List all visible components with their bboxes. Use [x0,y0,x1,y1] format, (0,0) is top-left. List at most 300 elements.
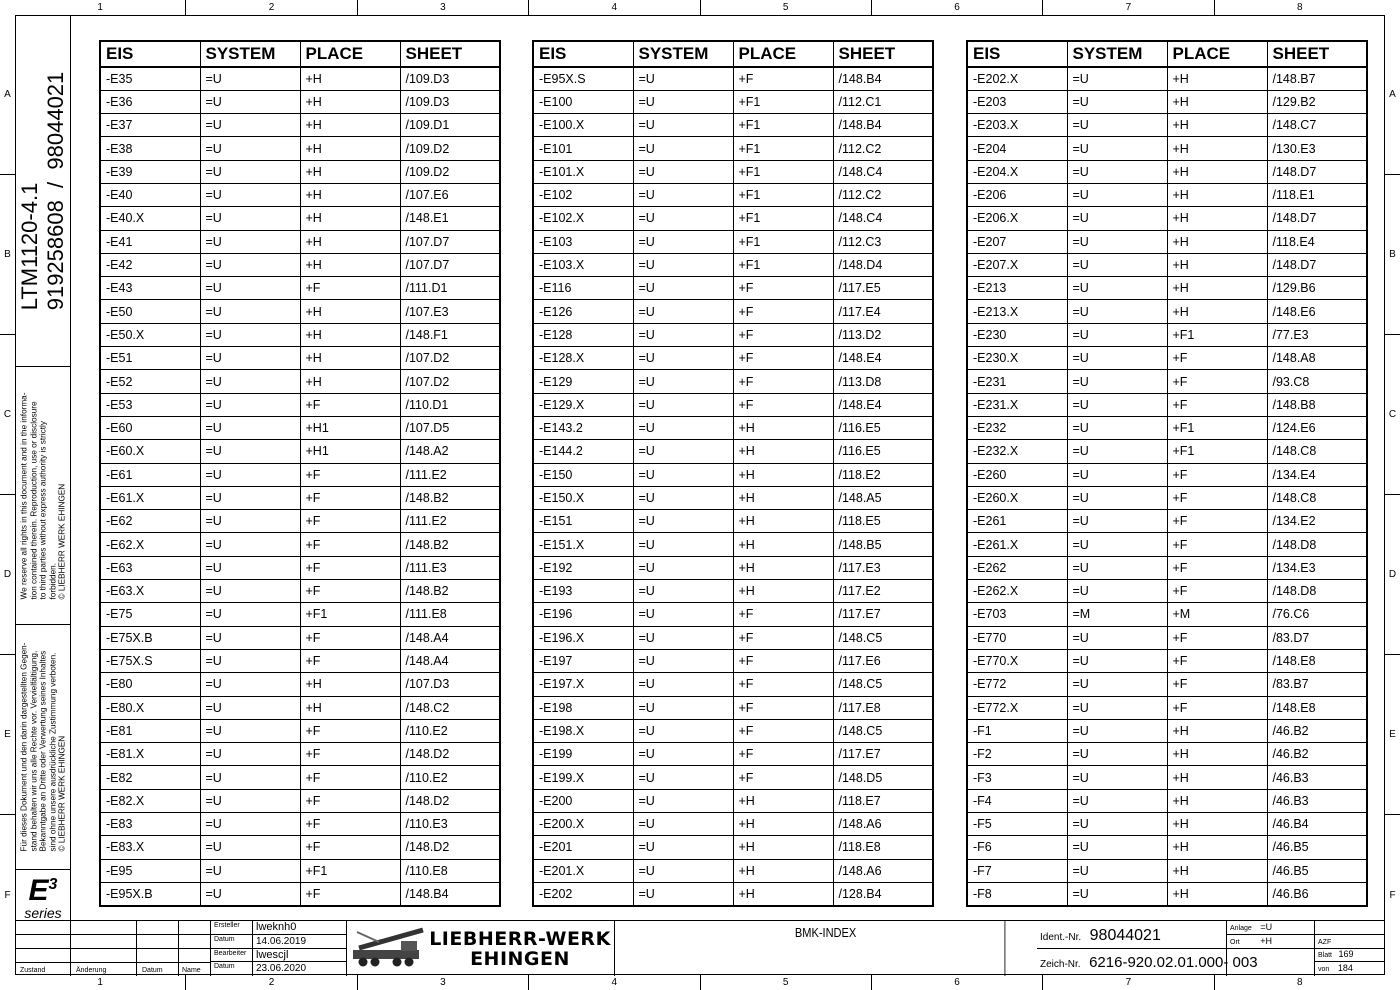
legal-line: Bekanntgabe an Dritte oder Verwertung seines Inhaltes [38,650,48,852]
cell-place: +H [1167,859,1267,882]
cell-eis: -E143.2 [533,416,633,439]
cell-sheet: /112.C2 [833,137,933,160]
cell-eis: -E201.X [533,859,633,882]
cell-sheet: /148.F1 [400,323,500,346]
cell-sheet: /110.E8 [400,859,500,882]
cell-eis: -E128.X [533,347,633,370]
cell-place: +H [733,556,833,579]
cell-place: +H [1167,67,1267,90]
table-row [967,230,1367,253]
cell-place: +F [733,626,833,649]
row-marker-a: A [1385,15,1400,175]
table-row [533,789,933,812]
cell-sheet: /148.A2 [400,440,500,463]
legal-line: © LIEBHERR WERK EHINGEN [57,735,67,852]
cell-sheet: /148.E4 [833,393,933,416]
revision-grid [15,921,211,976]
cell-sheet: /118.E2 [833,463,933,486]
cell-place: +F [300,813,400,836]
cell-sheet: /83.B7 [1267,673,1367,696]
cell-system: =U [1067,510,1167,533]
cell-eis: -E75X.B [100,626,200,649]
cell-place: +H [733,533,833,556]
table-row [967,137,1367,160]
cell-eis: -E128 [533,323,633,346]
legal-box-de [15,625,71,870]
table-row [100,440,500,463]
column-header-system: SYSTEM [1067,41,1167,67]
cell-system: =U [633,230,733,253]
cell-sheet: /118.E7 [833,789,933,812]
cell-eis: -F4 [967,789,1067,812]
table-row [100,300,500,323]
cell-place: +F1 [300,603,400,626]
cell-eis: -E95X.B [100,882,200,905]
cell-eis: -E151.X [533,533,633,556]
cell-system: =U [200,882,300,905]
ident-cell [1037,921,1227,949]
cell-eis: -E202.X [967,67,1067,90]
cell-eis: -E40.X [100,207,200,230]
table-row [533,207,933,230]
cell-eis: -E53 [100,393,200,416]
cell-sheet: /148.B2 [400,580,500,603]
table-row [967,626,1367,649]
legal-line: © LIEBHERR WERK EHINGEN [57,483,67,599]
cell-sheet: /107.E3 [400,300,500,323]
table-row [533,743,933,766]
cell-eis: -E770.X [967,649,1067,672]
cell-place: +H [300,253,400,276]
table-row [967,719,1367,742]
model-text [17,71,69,310]
column-marker-5: 5 [701,0,872,15]
table-row [967,277,1367,300]
cell-system: =U [633,323,733,346]
table-row [967,603,1367,626]
cell-place: +F [1167,393,1267,416]
cell-system: =U [1067,300,1167,323]
cell-sheet: /118.E5 [833,510,933,533]
cell-system: =U [1067,673,1167,696]
cell-sheet: /46.B5 [1267,859,1367,882]
cell-place: +F [1167,533,1267,556]
cell-sheet: /148.C4 [833,160,933,183]
column-header-eis: EIS [533,41,633,67]
cell-place: +H1 [300,416,400,439]
cell-eis: -E103 [533,230,633,253]
cell-place: +H [733,463,833,486]
table-row [967,510,1367,533]
cell-sheet: /148.A6 [833,813,933,836]
table-row [967,743,1367,766]
cell-sheet: /128.B4 [838,886,882,901]
table-row [967,533,1367,556]
cell-sheet: /93.C8 [1267,370,1367,393]
legal-notice-de [19,643,67,852]
legal-line: forbidden. [47,562,57,599]
cell-eis: -E196 [533,603,633,626]
cell-sheet: /148.B4 [833,114,933,137]
table-row [100,370,500,393]
cell-system: =U [200,370,300,393]
cell-eis: -E43 [100,277,200,300]
cell-eis: -E81 [100,719,200,742]
cell-eis: -E36 [100,90,200,113]
table-row [100,486,500,509]
cell-system: =U [200,859,300,882]
table-row [100,347,500,370]
cell-eis: -E262.X [967,580,1067,603]
column-header-place: PLACE [1167,41,1267,67]
brand-name [427,929,613,969]
cell-place: +H [1167,90,1267,113]
cell-eis: -E232.X [967,440,1067,463]
cell-system: =U [200,300,300,323]
table-row [967,253,1367,276]
cell-eis: -E770 [967,626,1067,649]
cell-sheet: /148.C8 [1267,440,1367,463]
row-marker-e: E [0,655,15,815]
cell-eis: -E213 [967,277,1067,300]
cell-place: +F [1167,696,1267,719]
rev-label-zustand: Zustand [20,967,46,974]
cell-place: +H [1167,719,1267,742]
cell-system: =U [633,440,733,463]
editor-label: Bearbeiter [211,949,253,962]
row-ruler-right [1385,15,1400,975]
cell-sheet: /116.E5 [833,440,933,463]
cell-sheet: /46.B5 [1267,836,1367,859]
column-header-place: PLACE [733,41,833,67]
table-row [533,766,933,789]
cell-sheet: /118.E4 [1267,230,1367,253]
cell-eis: -E261 [967,510,1067,533]
cell-eis: -E101.X [533,160,633,183]
cell-system: =U [200,253,300,276]
table-row [100,859,500,882]
cell-eis: -E102 [533,183,633,206]
table-row [533,253,933,276]
cell-system: =U [633,253,733,276]
cell-sheet: /107.D3 [400,673,500,696]
cell-system: =U [633,416,733,439]
cell-sheet: /111.E2 [400,510,500,533]
cell-sheet: /148.C2 [400,696,500,719]
cell-system: =U [1067,137,1167,160]
cell-sheet: /46.B2 [1267,743,1367,766]
cell-sheet: /76.C6 [1267,603,1367,626]
cell-system: =U [633,649,733,672]
cell-place: +F1 [300,859,400,882]
editor-value: lwescjl [253,949,347,962]
cell-eis: -E197.X [533,673,633,696]
cell-eis: -E39 [100,160,200,183]
cell-eis: -E60 [100,416,200,439]
cell-sheet: /148.B4 [833,67,933,90]
table-row [100,463,500,486]
rev-col-zustand [15,921,71,976]
table-row [533,603,933,626]
cell-system: =U [200,416,300,439]
cell-place: +H [733,510,833,533]
cell-sheet: /46.B3 [1267,766,1367,789]
cell-eis: -E61 [100,463,200,486]
cell-place: +F [733,743,833,766]
model-box [15,15,71,367]
cell-system: =U [633,533,733,556]
cell-system: =U [1067,696,1167,719]
cell-place: +F [1167,510,1267,533]
cell-system: =U [200,67,300,90]
cell-system: =U [200,533,300,556]
rev-label-aenderung: Änderung [76,967,107,974]
cell-system: =U [633,882,733,905]
table-row [100,626,500,649]
column-marker-2: 2 [186,975,357,990]
cell-eis: -E232 [967,416,1067,439]
cell-system: =U [633,277,733,300]
anlage-label: Anlage [1230,925,1252,932]
table-row [100,277,500,300]
cell-eis: -E129.X [533,393,633,416]
cell-place: +H [300,137,400,160]
cell-eis: -E81.X [100,743,200,766]
table-row [533,580,933,603]
cell-system: =U [200,160,300,183]
cell-place: +H [300,300,400,323]
cell-sheet: /148.A5 [833,486,933,509]
cell-system: =U [633,673,733,696]
column-marker-5: 5 [701,975,872,990]
cell-system: =U [200,813,300,836]
cell-sheet: /148.B7 [1267,67,1367,90]
cell-place: +H [733,813,833,836]
rev-col-aenderung [71,921,137,976]
column-marker-3: 3 [358,975,529,990]
cell-place: +F [1167,580,1267,603]
cell-sheet: /134.E3 [1267,556,1367,579]
cell-system: =U [1067,813,1167,836]
cell-sheet: /148.C5 [833,719,933,742]
cell-place: +H [1167,836,1267,859]
cell-eis: -E116 [533,277,633,300]
cell-sheet: /109.D1 [400,114,500,137]
cell-system: =U [1067,323,1167,346]
cell-system: =U [633,510,733,533]
cell-place: +H [300,67,400,90]
cell-place: +F [300,556,400,579]
cell-place: +F1 [733,183,833,206]
von-value: 184 [1337,963,1353,973]
cell-sheet: /148.D7 [1267,160,1367,183]
cell-sheet: /148.C4 [833,207,933,230]
index-table-2 [532,40,934,907]
table-row [533,510,933,533]
table-row [100,766,500,789]
table-row [533,393,933,416]
cell-eis: -F7 [967,859,1067,882]
cell-eis: -E60.X [100,440,200,463]
row-marker-d: D [0,495,15,655]
table-row [967,323,1367,346]
cell-place: +H [1167,766,1267,789]
cell-eis: -E75X.S [100,649,200,672]
cell-eis: -E206 [967,183,1067,206]
cell-sheet: /148.C5 [833,626,933,649]
cell-system: =U [200,719,300,742]
cell-system: =U [200,230,300,253]
cell-system: =U [1067,533,1167,556]
cell-sheet: /109.D3 [400,67,500,90]
table-row [100,836,500,859]
column-marker-8: 8 [1297,977,1303,988]
cell-system: =U [1067,486,1167,509]
table-row [967,370,1367,393]
cell-sheet: /148.E8 [1267,696,1367,719]
cell-eis: -E35 [100,67,200,90]
ort-cell [1227,935,1315,949]
cell-system: =U [200,393,300,416]
cell-place: +H [1167,183,1267,206]
cell-sheet: /148.E1 [400,207,500,230]
cell-eis: -E82.X [100,789,200,812]
column-marker-6: 6 [872,0,1043,15]
cell-system: =U [633,300,733,323]
cell-system: =U [1067,416,1167,439]
cell-sheet: /117.E7 [833,743,933,766]
cell-system: =U [200,580,300,603]
cell-place: +H [1167,743,1267,766]
cell-system: =U [633,743,733,766]
cell-eis: -E82 [100,766,200,789]
cell-place: +F [733,673,833,696]
cell-eis: -E52 [100,370,200,393]
table-row [100,416,500,439]
cell-place: +H [1167,813,1267,836]
cell-eis: -E62 [100,510,200,533]
cell-eis: -E62.X [100,533,200,556]
cell-place: +F [733,277,833,300]
table-row [967,463,1367,486]
cell-eis: -F6 [967,836,1067,859]
table-row [967,882,1367,905]
legal-box-en [15,367,71,625]
table-row [533,323,933,346]
cell-place: +F [1167,673,1267,696]
von-cell [1315,962,1385,976]
cell-system: =U [200,137,300,160]
cell-system: =U [633,766,733,789]
cell-sheet: /110.E2 [400,766,500,789]
cell-place: +H1 [300,440,400,463]
index-table-3 [966,40,1368,907]
cell-system: =U [200,463,300,486]
cell-place: +H [300,347,400,370]
cell-system: =U [1067,580,1167,603]
anlage-cell [1227,921,1315,935]
table-row [533,230,933,253]
cell-eis: -E129 [533,370,633,393]
cell-place: +H [733,416,833,439]
cell-sheet: /129.B6 [1267,277,1367,300]
cell-system: =U [633,160,733,183]
cell-place: +F [733,323,833,346]
cell-place: +H [1167,277,1267,300]
ort-label: Ort [1230,939,1240,946]
cell-sheet: /117.E6 [833,649,933,672]
table-row [100,813,500,836]
von-label: von [1318,966,1330,973]
cell-eis: -E103.X [533,253,633,276]
column-header-eis: EIS [100,41,200,67]
cell-place: +F [300,649,400,672]
column-marker-2: 2 [186,0,357,15]
created-date-value: 14.06.2019 [253,935,347,949]
cell-eis: -E63 [100,556,200,579]
row-marker-c: C [0,335,15,495]
cell-place: +F1 [733,137,833,160]
drawing-number-cell [1037,949,1258,976]
cell-eis: -E193 [533,580,633,603]
cell-place: +F [300,626,400,649]
cell-place: +F [1167,486,1267,509]
cell-place: +H [1167,137,1267,160]
cell-place: +F [300,719,400,742]
cell-sheet: /46.B2 [1267,719,1367,742]
cell-eis: -E95 [100,859,200,882]
cell-eis: -E231.X [967,393,1067,416]
table-row [967,696,1367,719]
blatt-label: Blatt [1318,952,1333,959]
table-header-row [533,41,933,67]
cell-system: =U [633,626,733,649]
table-row [533,370,933,393]
document-title: BMK-INDEX [647,921,1006,976]
cell-sheet: /148.A6 [833,859,933,882]
table-row [533,416,933,439]
cell-system: =U [633,207,733,230]
cell-system: =U [1067,836,1167,859]
cell-system: =U [1067,277,1167,300]
cell-sheet: /148.C7 [1267,114,1367,137]
cell-eis: -E207.X [967,253,1067,276]
table-row [967,836,1367,859]
cell-eis: -E230 [967,323,1067,346]
cell-eis: -E200 [533,789,633,812]
cell-system: =U [200,603,300,626]
cell-eis: -E196.X [533,626,633,649]
cell-system: =U [200,440,300,463]
cell-system: =U [1067,743,1167,766]
cell-eis: -E772.X [967,696,1067,719]
cell-place: +H [300,696,400,719]
cell-place: +F [1167,370,1267,393]
rev-col-datum [137,921,179,976]
table-row [533,114,933,137]
cell-eis: -E100.X [533,114,633,137]
table-header-row [100,41,500,67]
creator-value: lweknh0 [253,921,347,935]
cell-system: =U [200,323,300,346]
table-row [100,649,500,672]
edit-date-label: Datum [211,962,253,976]
cell-system: =U [633,836,733,859]
table-row [533,649,933,672]
cell-sheet: /148.D2 [400,789,500,812]
cell-eis: -E231 [967,370,1067,393]
cell-eis: -E203.X [967,114,1067,137]
